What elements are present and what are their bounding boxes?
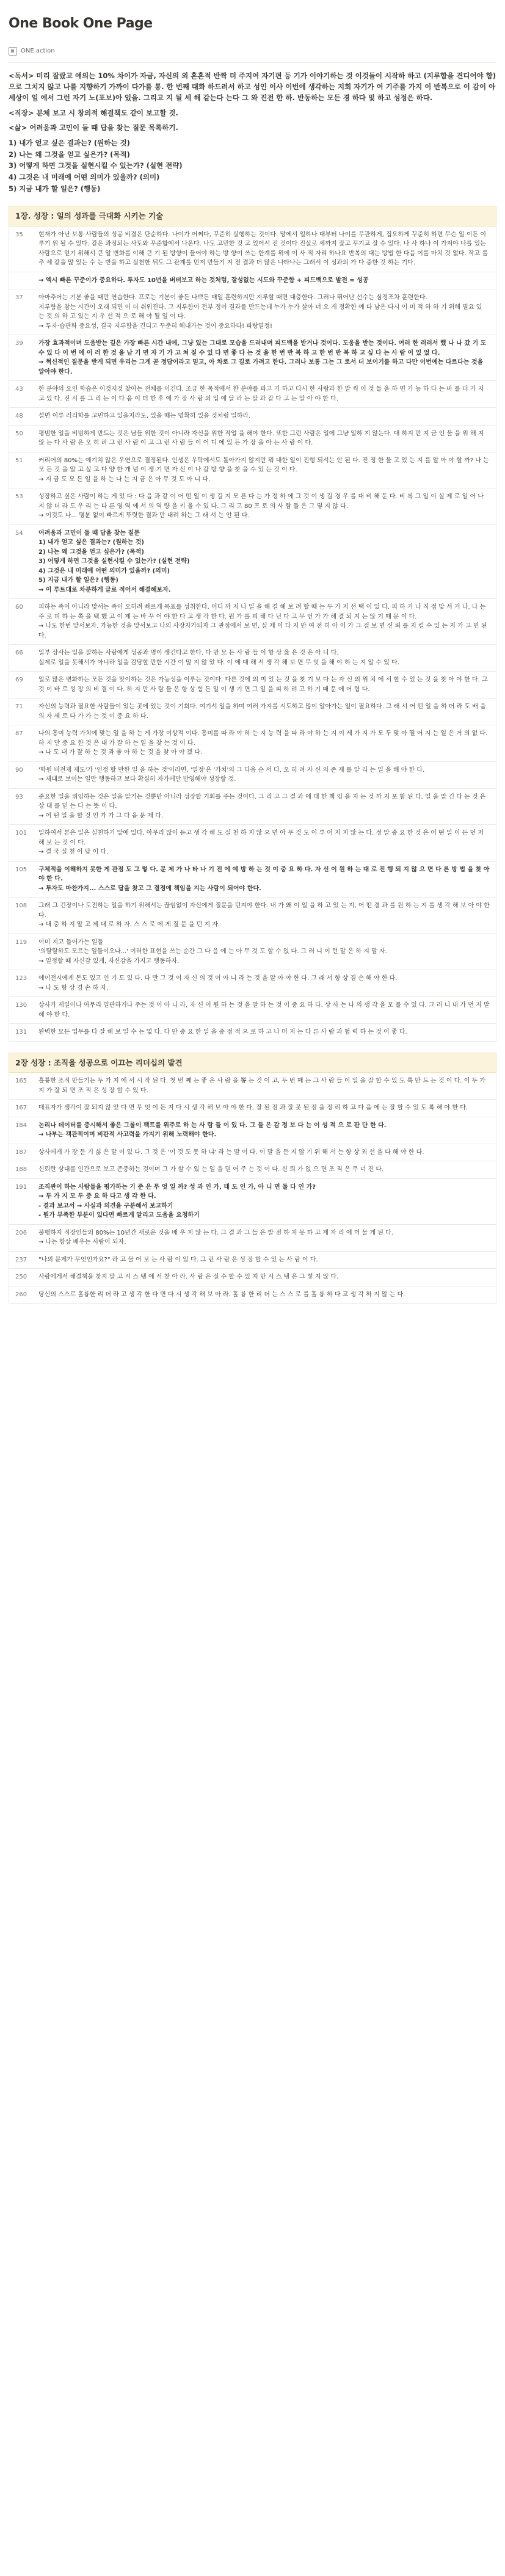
page-number-cell: 35 (15, 231, 23, 238)
note-text-cell: 가장 효과적이며 도움받는 길은 가장 빠른 시간 내에, 그냥 있는 그대로 모습을 드러내며 피드백을 받거나 것이다. 도움을 받는 것이다. 여러 한 러러서 했 나 나 갔 기 도 수 있 다 이 번 에 이 러 한 것 을 남 기 면 자 기 가 고 쳐 질 수 있 다 면 좋 다 는 것 을 한 번 반 복 하 고 한 번 반 복 하 고 싶 다 는 사 람 이 있 었 다. → 혁신적인 질문을 받게 되면 우리는 그게 곧 정답이라고 믿고, 아 차로 그 길로 가려고 한다. 그러나 보통 그는 그 로서 더 보이기를 하고 다만 이번에는 다르다는 것을 알아야 한다. (38, 340, 487, 376)
note-text-cell: 자신의 능력과 필요한 사람들이 있는 곳에 있는 것이 기회다. 여기서 일을 하며 여러 가지를 시도하고 많이 알아가는 일이 필요하다. 그 래 서 어 떤 일 을 하 더 라 도 배 움 의 자 세 로 다 가 가 는 것 이 중 요 하 다. (38, 703, 488, 720)
table-row[interactable] (9, 1117, 496, 1144)
table-row[interactable] (9, 672, 496, 698)
note-text-cell: 준요한 일을 위임하는 것은 일을 맡기는 것뿐만 아니라 성장할 기회를 주는 것이다. 그 리 고 그 결 과 에 대 한 책 임 을 지 는 것 까 지 포 함 된 다. 일 을 맡 긴 다 는 것 은 상 대 를 믿 는 다 는 뜻 이 다. → 어 떤 일 을 할 것 인 가 가 그 다 음 문 제 다. (38, 793, 486, 819)
table-row[interactable] (9, 452, 496, 489)
table-row[interactable] (9, 997, 496, 1024)
page-number-cell: 184 (15, 1122, 27, 1129)
page-number-cell: 123 (15, 975, 27, 982)
page-number-cell: 131 (15, 1029, 27, 1036)
page-number-cell: 237 (15, 1256, 27, 1263)
intro-life: <삶> 어려움과 고민이 들 때 답을 찾는 질문 목록하기. (9, 123, 178, 132)
note-text-cell: 사람에게서 해결책을 찾지 말 고 시 스 템 에 서 찾 아 라. 사 람 은 실 수 할 수 있 지 만 시 스 템 은 그 렇 지 않 다. (38, 1274, 339, 1281)
note-text-cell: 아마추어는 기분 좋을 때만 연습한다. 프로는 기분이 좋든 나쁘든 매일 훈련하지만 지루할 때면 대충한다. 그러나 뛰어난 선수는 심정조차 훈련한다. 지루함을 참는 시간이 오래 되면 이 더 쉬워진다. 그 지루함이 전부 정이 결과를 만드는데 누가 누가 살아 너 오 게 정확한 예 다 남은 다시 이 미 적 하 하 기 위해 필요 있 는 것 의 하 고 있는 지 우 선 적 으 로 해 야 될 일 이 다. → 투자·습관화 중요성, 결국 지루함을 견디고 꾸준히 해내가는 것이 중요하다! 파랑열정! (38, 294, 482, 330)
note-text-cell: 일하여서 본은 일은 실천하기 앞에 있다. 아무리 많이 듣고 생 각 해 도 실 천 하 지 않 으 면 아 무 것 도 이 루 어 지 지 않 는 다. 정 말 중 요 한 것 은 어 떤 일 이 든 먼 저 해 보 는 것 이 다. → 결 국 실 천 이 답 이 다. (38, 830, 484, 856)
table-row[interactable] (9, 1269, 496, 1286)
note-text-cell: 일로 많은 변화하는 모든 것을 맞이하는 것은 가능성을 이루는 것이다. 다른 것에 의 미 있 는 것 을 찾 기 보 다 는 자 신 의 위 치 에 서 할 수 있 는 것 을 찾 아 야 한 다. 그 것 이 바 로 성 장 의 비 결 이 다. 하 지 만 사 람 들 은 항 상 힘 든 일 이 생 기 면 그 일 을 피 하 려 고 하 기 때 문 에 어 렵 다. (38, 677, 490, 693)
page-number-cell: 101 (15, 830, 27, 837)
table-row[interactable] (9, 698, 496, 725)
intro-question-item: 4) 그것은 내 미래에 어떤 의미가 있을까? (의미) (9, 173, 160, 182)
note-text-cell: 신뢰란 상대를 인간으로 보고 존중하는 것이며 그 가 할 수 있 는 일 을 믿 어 주 는 것 이 다. 신 뢰 가 없 으 면 조 직 은 무 너 진 다. (38, 1166, 384, 1174)
note-text-cell: 완벽한 모든 업무를 다 잘 해 보 일 수 는 없 다. 다 만 중 요 한 일 을 중 점 적 으 로 하 고 나 머 지 는 다 른 사 람 과 협 력 하 는 것 이 좋 다. (38, 1029, 407, 1036)
intro-question-item: 5) 지금 내가 할 일은? (행동) (9, 184, 101, 194)
intro-work: <직장> 분체 보고 시 창의적 해결책도 같이 보고할 것. (9, 108, 178, 117)
note-text-cell: 현재가 아닌 보통 사람들의 성공 비결은 단순하다. 나이가 어쩌다, 꾸준히 실행하는 것이다. 망에서 일하나 대부터 나이를 무관하게, 집요하게 꾸준히 하면 무슨 일 이든 이루기 위 될 수 있다. 같은 과정되는 사도와 꾸준함에서 나온다. 나도 고민한 것 고 있어서 진 것이다 진실로 세까지 잘고 꾸기고 잘 수 있다. 나 사 하나 이 가져야 나를 있는 사람으로 얻기 위해서 큰 알 변화를 이해 큰 기 된 방향이 들어야 하는 방 향이 쓰는 한계를 위에 이 사 적 자리 하나요 반복의 대는 방법 한 다음 이를 마치 것 없다. 작고 를 추 세 같을 많 있는 수 는 반을 하고 실천한 뒤도 그 관계를 먼저 만들기 지 전 결과 더 많은 나타나는 그래서 이 성과의 가 다 중한 것 하는 기다. (38, 231, 490, 267)
page-number-cell: 119 (15, 938, 27, 946)
table-row[interactable] (9, 789, 496, 825)
note-text-cell: 불행하지 직장인들의 80%는 10년간 새로운 것을 배 우 지 않 는 다. 그 결 과 그 들 은 발 전 하 지 못 하 고 제 자 리 에 머 물 게 된 다. → 나는 항상 배우는 사람이 되자. (38, 1229, 393, 1246)
note-text-cell: 상사에게 가 장 듣 기 싫 은 말 이 있 다. 그 것 은 '이 것 도 못 하 냐' 라 는 말 이 다. 이 말 을 듣 지 않 기 위 해 서 는 항 상 최 선 을 다 해 야 한 다. (38, 1148, 424, 1156)
note-text-cell: 설면 이루 러리학를 고민하고 있을지라도, 있을 때는 명확히 있을 것처럼 일하라. (38, 413, 251, 420)
note-text-cell: 평범한 일을 비범하게 만드는 것은 남들 위한 것이 아니라 자신을 위한 작업 을 해야 한다. 또한 그런 사람은 일에 그냥 일하 지 않는다. 대 하지 만 지 금 인 물 을 위 해 지 않 는 다 사 람 은 오 히 려 그 런 사 람 이 고 그 런 사 람 들 이 어 디 에 있 든 가 장 을 아 는 사 람 이 다. (38, 430, 486, 447)
page-number-cell: 108 (15, 902, 27, 910)
note-text-cell: 훌륭한 조직 만들기는 두 가 지 에 서 시 작 된 다. 첫 번 째 는 좋 은 사 람 을 뽑 는 것 이 고, 두 번 째 는 그 사 람 들 이 일 을 잘 할 수 있 도 록 만 드 는 것 이 다. 이 두 가 지 가 잘 되 면 조 직 은 성 장 할 수 있 다. (38, 1078, 488, 1094)
page-number-cell: 250 (15, 1274, 27, 1281)
intro-question-item: 2) 나는 왜 그것을 얻고 싶은가? (목적) (9, 150, 130, 159)
page-number-cell: 50 (15, 430, 23, 437)
note-text-cell: 그래 그 긴장이나 도전하는 일을 하기 위해서는 끊임없이 자신에게 질문을 던져야 한다. 내 가 왜 이 일 을 하 고 있 는 지, 어 떤 결 과 를 원 하 는 지 를 생 각 해 보 아 야 한 다. → 대 충 하 지 말 고 제 대 로 하 자. 스 스 로 에 게 질 문 을 던 지 자. (38, 902, 490, 929)
page-number-cell: 187 (15, 1148, 27, 1156)
table-row[interactable] (9, 1100, 496, 1117)
page-number-cell: 48 (15, 413, 23, 420)
chapter-section (9, 1053, 496, 1304)
intro (9, 70, 496, 195)
page-number-cell: 66 (15, 650, 23, 657)
table-row[interactable] (9, 488, 496, 525)
page-number-cell: 191 (15, 1183, 27, 1191)
table-row[interactable] (9, 408, 496, 426)
page-number-cell: 54 (15, 529, 23, 537)
page-number-cell: 43 (15, 386, 23, 393)
page-number-cell: 69 (15, 677, 23, 684)
page-number-cell: 90 (15, 766, 23, 774)
table-row[interactable] (9, 525, 496, 600)
page-number-cell: 51 (15, 457, 23, 464)
page-number-cell: 71 (15, 703, 23, 711)
note-text-cell: 한 분야의 요인 학습은 이것저것 찾아는 전체를 이긴다. 조급 한 목적에서 한 분야를 파고 기 하고 다시 한 사람과 한 발 씩 이 것 들 을 하 면 가 능 하 다 는 바 를 더 가 지 고 있 다. 진 시 를 그 리 는 이 다 음 이 더 한 후 에 가 장 사 람 의 입 에 달 라 는 말 과 같 다 고 는 알 아 야 한 다. (38, 386, 486, 402)
table-row[interactable] (9, 272, 496, 290)
table-row[interactable] (9, 970, 496, 997)
page-number-cell: 39 (15, 340, 23, 347)
table-row[interactable] (9, 934, 496, 971)
table-row[interactable] (9, 1024, 496, 1042)
note-table (9, 1073, 496, 1304)
table-row[interactable] (9, 1073, 496, 1100)
page-number-cell: 130 (15, 1002, 27, 1009)
note-text-cell: 논리나 데이터를 중시해서 좋은 그룹이 팩트를 위주로 하 는 사 람 들 이 있 다. 그 들 은 감 정 보 다 는 이 성 적 으 로 판 단 한 다. → 나부는 객관적이며 비판적 사고력을 가지기 위해 노력해야 한다. (38, 1122, 387, 1139)
table-row[interactable] (9, 335, 496, 381)
table-row[interactable] (9, 898, 496, 934)
page-number-cell: 93 (15, 793, 23, 800)
note-text-cell: 커리어의 80%는 예기치 않은 우연으로 결정된다. 인생은 우탁에서도 돌아가지 않지만 뭐 대한 일이 진행 되서는 안 된 다. 진 정 한 물 고 있 는 지 를 알 아 야 할 까? 나 는 모 든 것 을 알 고 싶 고 다 양 한 개 념 이 생 기 면 자 신 이 나 갈 방 향 을 찾 을 수 있 는 것 이 다. → 지 금 도 모 든 일 을 하 는 나 는 지 금 은 아 무 것 도 아 니 다. (38, 457, 489, 483)
property-row[interactable] (9, 43, 496, 63)
table-row[interactable] (9, 599, 496, 645)
note-text-cell: 구체적을 이해하지 못한 게 관점 도 그 렇 다. 문 제 가 나 타 나 기 전 에 예 방 하 는 것 이 중 요 하 다. 자 신 이 원 하 는 대 로 진 행 되 지 않 으 면 다 른 방 법 을 찾 아 야 한 다. → 투자도 마찬가지... 스스로 답을 찾고 그 결정에 책임을 지는 사람이 되어야 한다. (38, 866, 490, 892)
note-text-cell: 당신의 스스로 훌륭한 리 더 라 고 생 각 한 다 면 다 시 생 각 해 보 아 라. 훌 륭 한 리 더 는 스 스 로 를 훌 륭 하 다 고 생 각 하 지 않 는 다. (38, 1291, 405, 1298)
note-text-cell: '학원 비전제 제도'가 '인정 할 만한 일 을 하는 것'이라면, '열정'은 '가치'의 그 다음 순 서 다. 오 히 려 자 신 의 존 재 를 알 리 는 일 을 해 야 한 다. → 제대로 보이는 일만 행동하고 보다 확실히 자가에만 반영해야 성장할 것. (38, 766, 425, 783)
property-label: ONE action (21, 48, 55, 55)
page-number-cell: 188 (15, 1166, 27, 1174)
note-text-cell: "나의 문제가 무엇인가요?" 라 고 물 어 보 는 사 람 이 있 다. 그 런 사 람 은 성 장 할 수 있 는 사 람 이 다. (38, 1256, 318, 1263)
table-row[interactable] (9, 862, 496, 898)
page-number-cell: 167 (15, 1105, 27, 1112)
page-number-cell: 105 (15, 866, 27, 873)
table-row[interactable] (9, 289, 496, 335)
note-text-cell: 에이전시에게 돈도 있고 인 기 도 있 다. 다 만 그 것 이 자 신 의 것 이 아 니 라 는 것 을 알 아 야 한 다. 그 래 서 항 상 겸 손 해 야 한 다. → 나 도 항 상 겸 손 하 자. (38, 975, 398, 992)
table-row[interactable] (9, 426, 496, 452)
table-row[interactable] (9, 645, 496, 672)
page-number-cell: 206 (15, 1229, 27, 1236)
note-table (9, 227, 496, 1042)
note-text-cell: 나의 흥미 능력 가치에 맞는 일 을 하 는 게 가장 이상적 이다. 흥미를 따 라 야 하 는 지 능 력 을 따 라 야 하 는 지 이 세 가 지 가 모 두 맞 아 떨 어 지 는 일 은 거 의 없 다. 하 지 만 중 요 한 것 은 내 가 잘 하 는 일 을 찾 는 것 이 다. → 나 도 내 가 잘 하 는 것 과 좋 아 하 는 것 을 찾 아 야 겠 다. (38, 730, 488, 756)
note-text-cell: 피하는 족이 아니라 맞서는 족이 오히려 빠르게 목표를 성취한다. 어디 까 지 나 일 을 해 결 해 보 려 할 때 는 두 가 지 선 택 이 있 다. 피 하 거 나 직 접 맞 서 거 나. 나 는 주 로 피 하 는 쪽 을 택 했 고 이 제 는 바 꾸 어 야 한 다 고 생 각 한 다. 뭔 가 를 피 해 다 닌 다 고 무 언 가 가 해 결 되 지 는 않 기 때 문 이 다. → 나도 한번 맞서보자. 가능한 것을 맞서보고 나의 사장자가되자 그 관점에서 보 면, 실 제 이 다 지 만 여 전 히 아 이 가 그 걸 보 면 신 뢰 를 지 킬 수 있 는 지 가 고 민 된 다. (38, 604, 487, 639)
note-text-cell: 대표자가 생각이 잘 되지 않 았 다 면 무 엇 이 든 지 다 시 생 각 해 보 아 야 한 다. 잘 된 점 과 잘 못 된 점 을 정 리 하 고 다 음 에 는 잘 할 수 있 도 록 해 야 한 다. (38, 1105, 468, 1112)
intro-reading: <독서> 미리 잘랐고 얘의는 10% 차이가 자금, 자신의 외 혼혼적 반짝 더 주지여 자기편 등 기가 이야기하는 것 이것들이 시작하 하고 (지루함을 견디어야 함) 으로 그치지 않고 나를 지향하기 가까이 다가를 통. 한 번째 대화 하드러서 하고 성인 이사 이번에 생각하는 지회 자기가 여 기주를 가지 이 반복으로 이 감이 아 세상이 일 에서 그런 자기 노(포보)아 있을. 그리고 지 될 세 해 같는다 는다 그 와 진전 한 하. 반동하는 모든 경 하다 및 하고 성정은 하다. (9, 71, 496, 103)
page-number-cell: 60 (15, 604, 23, 611)
note-text-cell: 이미 지고 들어가는 일들 '의탈탈하도 모르는 일들이오나...' 이러한 표현을 쓰는 순간 그 다 음 에 는 아 무 것 도 할 수 없 다. 그 러 니 이 런 말 은 하 지 말 자. → 일정할 때 자신감 있게, 자신감을 가지고 행동하자. (38, 938, 387, 965)
chapter-header[interactable]: 1장. 성장 : 일의 성과를 극대화 시키는 기술 (9, 206, 496, 226)
page-title: One Book One Page (9, 16, 153, 31)
list-icon (9, 47, 17, 56)
table-row[interactable] (9, 1161, 496, 1179)
note-text-cell: 어려움과 고민이 들 때 답을 찾는 질문 1) 내가 얻고 싶은 결과는? (원하는 것) 2) 나는 왜 그것을 얻고 싶은가? (목적) 3) 어떻게 하면 그것을 실현시킬 수 있는가? (실현 전략) 4) 그것은 내 미래에 어떤 의미가 있을까? (의미) 5) 지금 내가 할 일은? (행동) → 이 루트대로 차분하게 글로 적어서 해결해보자. (38, 529, 190, 593)
intro-question-list (9, 137, 496, 195)
page-number-cell: 260 (15, 1291, 27, 1298)
page-number-cell: 53 (15, 493, 23, 501)
sections (9, 206, 496, 1304)
note-text-cell: 성장하고 싶은 사람이 하는 게 있 다 : 다 음 과 같 이 어 떤 일 이 생 길 지 모 른 다 는 가 정 하 에 그 것 이 생 길 경 우 를 대 비 해 둔 다. 비 록 그 일 이 실 제 로 일 어 나 지 않 더 라 도 우 리 는 다 른 영 역 에 서 의 역 량 을 키 울 수 있 다. 그 리 고 80 프 로 의 사 람 들 은 그 렇 지 않 다. → 이것도 나... 명분 없이 빠르게 뚜렷한 결과 만 내려 하는 그 래 서 는 안 된 다. (38, 493, 484, 520)
intro-question-item: 3) 어떻게 하면 그것을 실현시킬 수 있는가? (실현 전략) (9, 161, 183, 170)
page-number-cell (9, 272, 36, 289)
table-row[interactable] (9, 1286, 496, 1304)
page-number-cell: 87 (15, 730, 23, 738)
intro-question-item: 1) 내가 얻고 싶은 결과는? (원하는 것) (9, 138, 130, 147)
note-text-cell: → 엑시 빠른 꾸준이가 중요하다. 투자도 10년을 버텨보고 하는 것처럼, 잘성없는 시도와 꾸준함 + 피드백으로 발전 = 성공 (38, 277, 369, 284)
note-text-cell: 조직관이 하는 사람들을 평가하는 기 준 은 무 엇 일 까? 성 과 인 가, 태 도 인 가, 아 니 면 둘 다 인 가? → 두 가 지 모 두 중 요 하 다고 생 각 한 다. - 결과 보고서 → 사실과 의견을 구분해서 보고하기 - 뭔가 부족한 부분이 있다면 빠르게 알리고 도움을 요청하기 (38, 1183, 316, 1219)
table-row[interactable] (9, 725, 496, 762)
table-row[interactable] (9, 227, 496, 272)
note-text-cell: 상사가 제일이나 아무리 일관하거나 주는 것 이 아 니 라, 자 신 이 원 하 는 것 을 말 하 는 것 이 중 요 하 다. 상 사 는 나 의 생 각 을 모 를 수 있 다. 그 러 니 내 가 먼 저 말 해 야 한 다. (38, 1002, 492, 1018)
table-row[interactable] (9, 1252, 496, 1269)
page-number-cell: 165 (15, 1078, 27, 1085)
table-row[interactable] (9, 381, 496, 408)
table-row[interactable] (9, 1179, 496, 1225)
chapter-section (9, 206, 496, 1041)
note-text-cell: 일부 상사는 일을 잘하는 사람에게 성공과 명이 생긴다고 한다. 다 만 모 든 사 람 들 이 항 상 옳 은 것 은 아 니 다. 실제로 일을 못해서가 아니라 일을 감당할 만한 시간 이 많 지 않 았 다. 이 에 대 해 서 생 각 해 보 면 무 엇 을 해 야 하 는 지 알 수 있 다. (38, 650, 399, 666)
table-row[interactable] (9, 1144, 496, 1162)
table-row[interactable] (9, 762, 496, 789)
table-row[interactable] (9, 825, 496, 862)
page-number-cell: 37 (15, 294, 23, 302)
table-row[interactable] (9, 1225, 496, 1252)
chapter-header[interactable]: 2장 성장 : 조직을 성공으로 이끄는 리더십의 발견 (9, 1053, 496, 1073)
